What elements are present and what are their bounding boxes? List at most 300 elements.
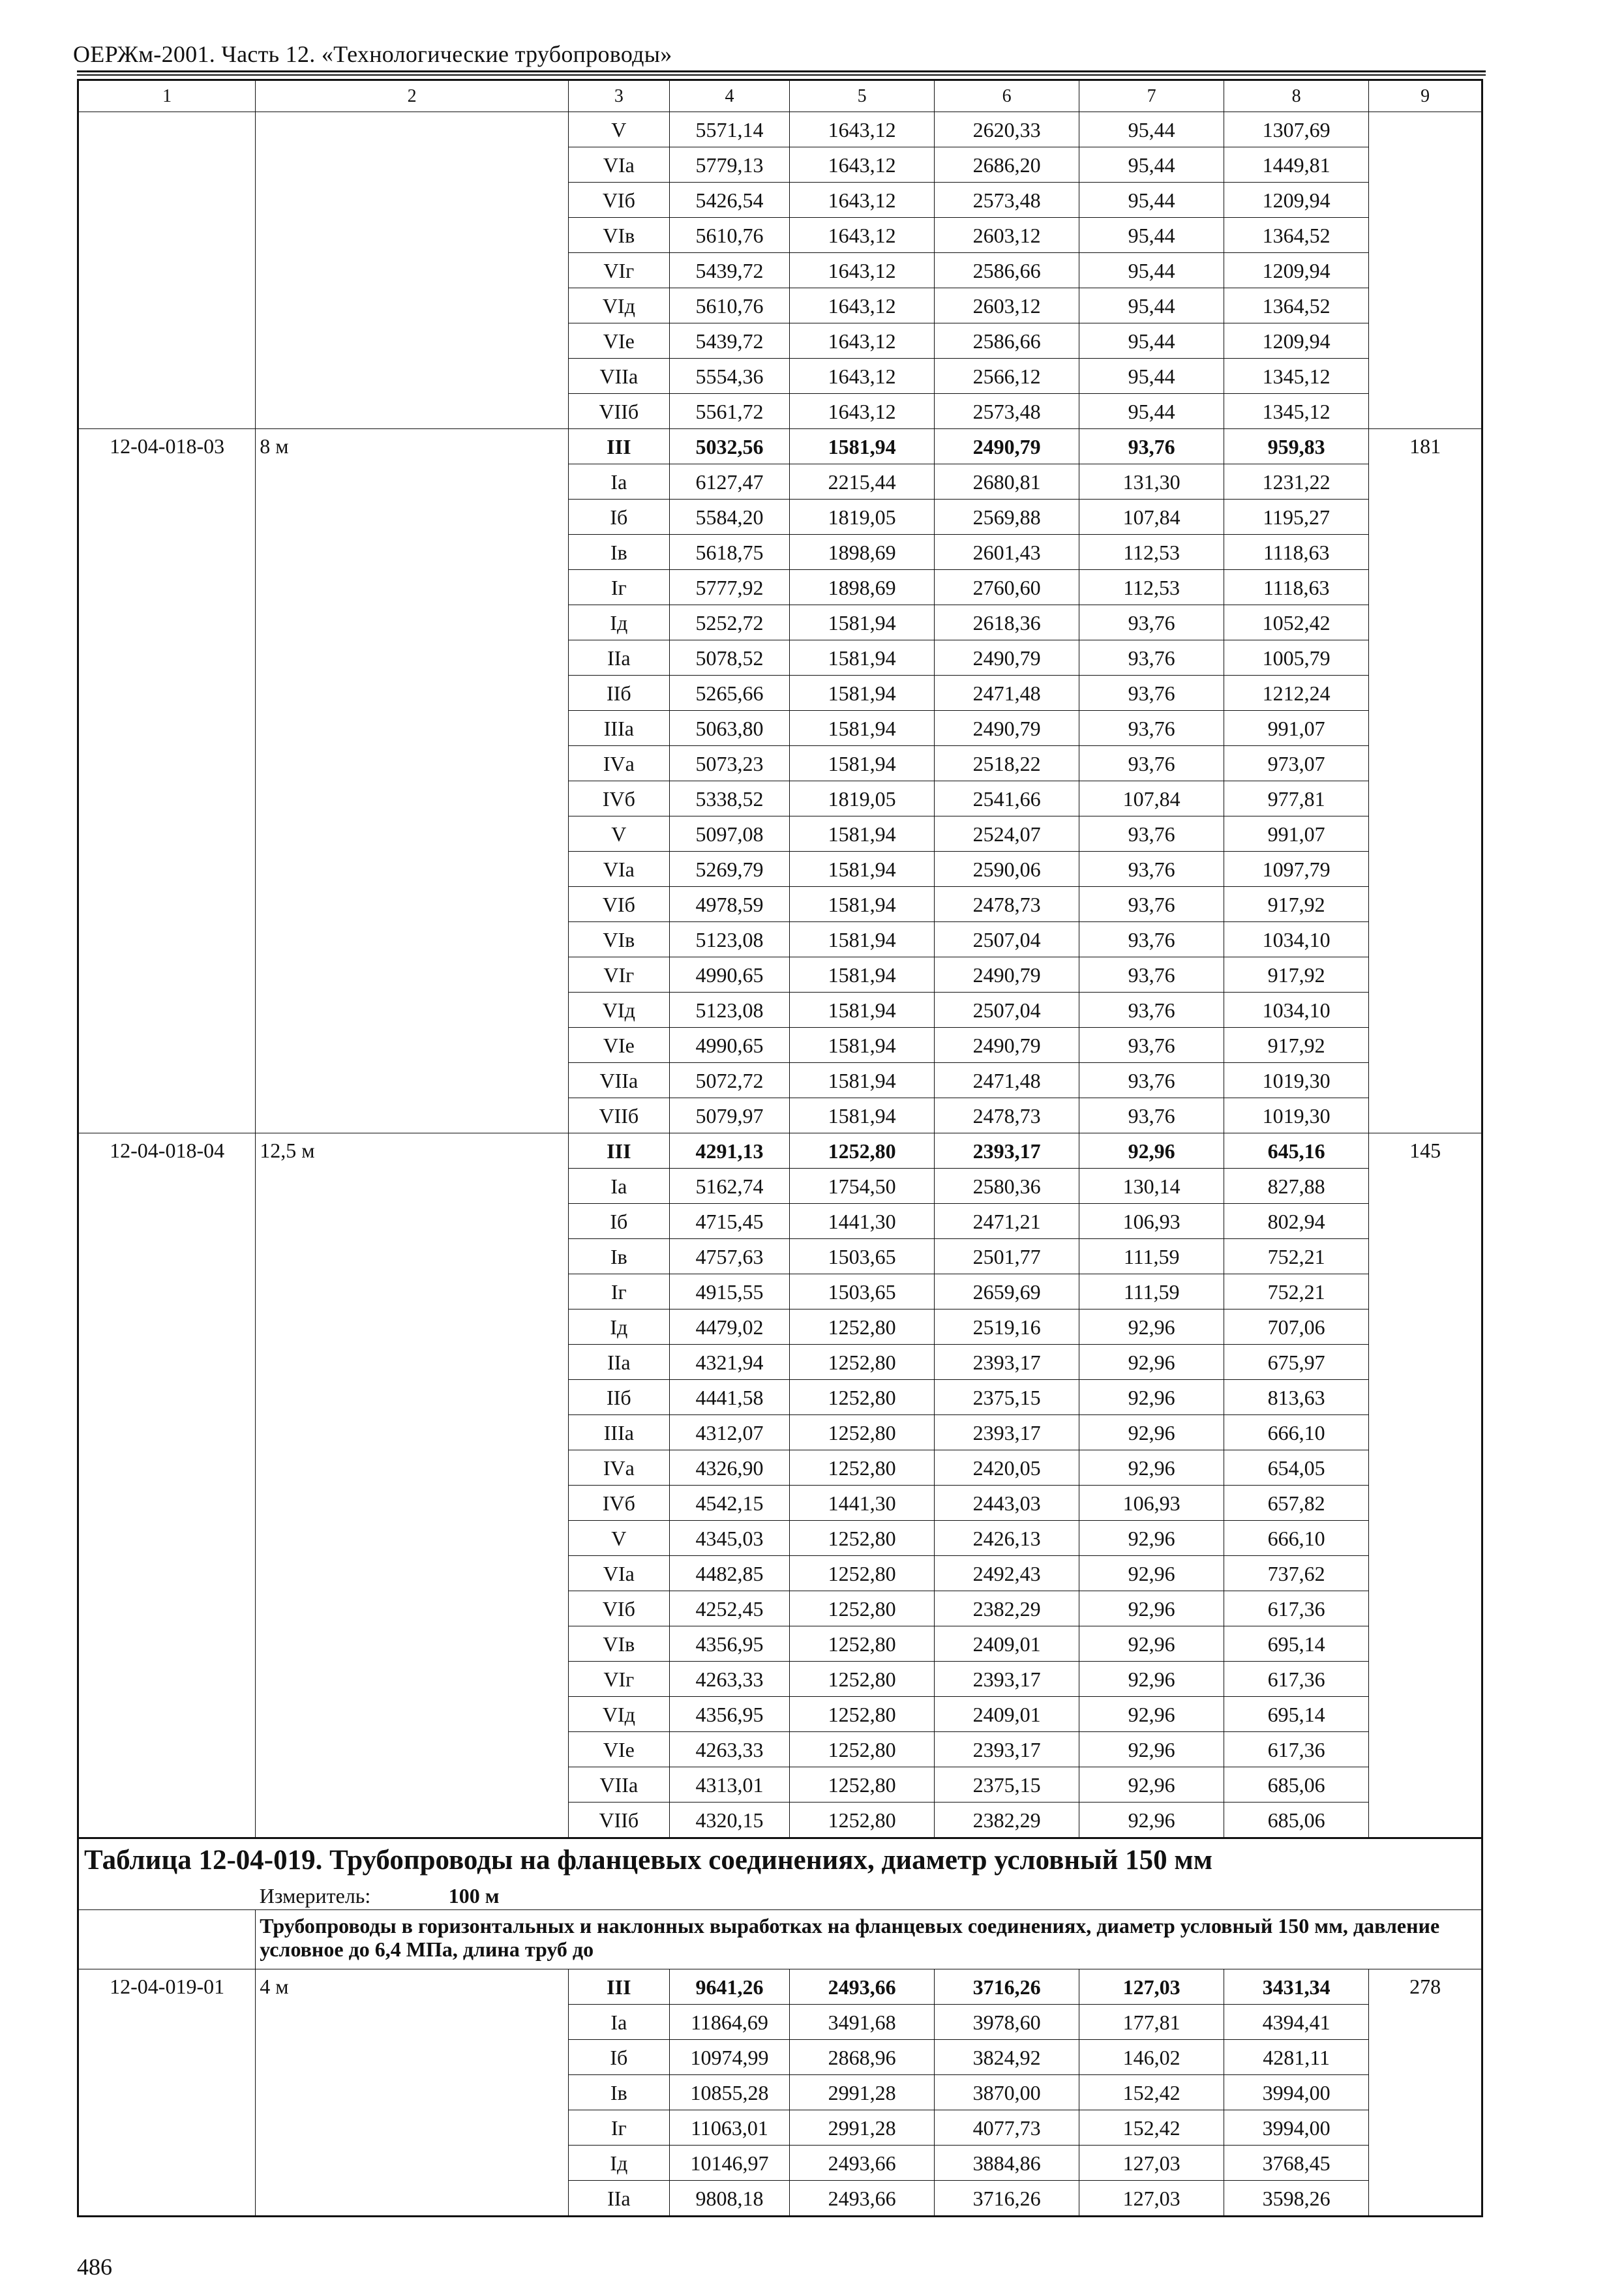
- value-cell: 111,59: [1079, 1274, 1224, 1309]
- value-cell: 1581,94: [790, 676, 935, 711]
- value-cell: 5777,92: [669, 570, 789, 605]
- value-cell: 1097,79: [1224, 852, 1369, 887]
- value-cell: 3824,92: [935, 2040, 1079, 2075]
- value-cell: 1581,94: [790, 957, 935, 993]
- value-cell: 1581,94: [790, 429, 935, 464]
- value-cell: 2490,79: [935, 429, 1079, 464]
- value-cell: 127,03: [1079, 2181, 1224, 2217]
- value-cell: 93,76: [1079, 993, 1224, 1028]
- total-cell: [1369, 112, 1482, 429]
- value-cell: 4394,41: [1224, 2005, 1369, 2040]
- value-cell: 3491,68: [790, 2005, 935, 2040]
- value-cell: 1643,12: [790, 288, 935, 323]
- column-number: 8: [1224, 80, 1369, 112]
- value-cell: 2569,88: [935, 500, 1079, 535]
- value-cell: 2471,48: [935, 1063, 1079, 1098]
- value-cell: 2601,43: [935, 535, 1079, 570]
- value-cell: 2760,60: [935, 570, 1079, 605]
- value-cell: 2680,81: [935, 464, 1079, 500]
- value-cell: 1052,42: [1224, 605, 1369, 640]
- value-cell: 92,96: [1079, 1415, 1224, 1450]
- zone-cell: IIб: [568, 676, 669, 711]
- value-cell: 4479,02: [669, 1309, 789, 1345]
- value-cell: 93,76: [1079, 1028, 1224, 1063]
- value-cell: 111,59: [1079, 1239, 1224, 1274]
- value-cell: 2580,36: [935, 1169, 1079, 1204]
- value-cell: 106,93: [1079, 1204, 1224, 1239]
- value-cell: 107,84: [1079, 781, 1224, 816]
- meter-spacer: [78, 1882, 256, 1910]
- value-cell: 3994,00: [1224, 2110, 1369, 2146]
- value-cell: 9641,26: [669, 1969, 789, 2005]
- value-cell: 92,96: [1079, 1133, 1224, 1169]
- zone-cell: VIб: [568, 1591, 669, 1626]
- value-cell: 1364,52: [1224, 288, 1369, 323]
- value-cell: 707,06: [1224, 1309, 1369, 1345]
- value-cell: 1581,94: [790, 816, 935, 852]
- value-cell: 152,42: [1079, 2075, 1224, 2110]
- value-cell: 2493,66: [790, 2146, 935, 2181]
- value-cell: 1019,30: [1224, 1098, 1369, 1133]
- norms-table: [77, 79, 1483, 2217]
- value-cell: 106,93: [1079, 1486, 1224, 1521]
- value-cell: 1252,80: [790, 1380, 935, 1415]
- value-cell: 1643,12: [790, 112, 935, 147]
- value-cell: 4978,59: [669, 887, 789, 922]
- value-cell: 2420,05: [935, 1450, 1079, 1486]
- value-cell: 93,76: [1079, 816, 1224, 852]
- value-cell: 752,21: [1224, 1274, 1369, 1309]
- value-cell: 5426,54: [669, 183, 789, 218]
- value-cell: 95,44: [1079, 288, 1224, 323]
- value-cell: 666,10: [1224, 1521, 1369, 1556]
- zone-cell: VIв: [568, 1626, 669, 1662]
- value-cell: 92,96: [1079, 1626, 1224, 1662]
- value-cell: 10974,99: [669, 2040, 789, 2075]
- value-cell: 2426,13: [935, 1521, 1079, 1556]
- zone-cell: Iд: [568, 605, 669, 640]
- column-number: 2: [256, 80, 569, 112]
- zone-cell: VIIб: [568, 394, 669, 429]
- zone-cell: V: [568, 112, 669, 147]
- value-cell: 827,88: [1224, 1169, 1369, 1204]
- zone-cell: Iг: [568, 1274, 669, 1309]
- value-cell: 1195,27: [1224, 500, 1369, 535]
- value-cell: 657,82: [1224, 1486, 1369, 1521]
- value-cell: 2566,12: [935, 359, 1079, 394]
- zone-cell: IIIа: [568, 1415, 669, 1450]
- value-cell: 5618,75: [669, 535, 789, 570]
- value-cell: 617,36: [1224, 1662, 1369, 1697]
- value-cell: 5123,08: [669, 922, 789, 957]
- value-cell: 11063,01: [669, 2110, 789, 2146]
- value-cell: 127,03: [1079, 2146, 1224, 2181]
- zone-cell: Iб: [568, 1204, 669, 1239]
- value-cell: 1252,80: [790, 1662, 935, 1697]
- value-cell: 1643,12: [790, 253, 935, 288]
- code-cell: [78, 112, 256, 429]
- page-number: 486: [77, 2254, 112, 2280]
- zone-cell: IVб: [568, 781, 669, 816]
- zone-cell: VIв: [568, 218, 669, 253]
- value-cell: 152,42: [1079, 2110, 1224, 2146]
- value-cell: 1503,65: [790, 1239, 935, 1274]
- value-cell: 1212,24: [1224, 676, 1369, 711]
- value-cell: 5073,23: [669, 746, 789, 781]
- value-cell: 93,76: [1079, 711, 1224, 746]
- zone-cell: Iб: [568, 2040, 669, 2075]
- meter-label: Измеритель:: [259, 1884, 371, 1908]
- value-cell: 5269,79: [669, 852, 789, 887]
- value-cell: 3978,60: [935, 2005, 1079, 2040]
- value-cell: 5063,80: [669, 711, 789, 746]
- total-cell: 181: [1369, 429, 1482, 1133]
- value-cell: 5123,08: [669, 993, 789, 1028]
- value-cell: 4441,58: [669, 1380, 789, 1415]
- zone-cell: Iв: [568, 1239, 669, 1274]
- value-cell: 4326,90: [669, 1450, 789, 1486]
- meter-row: [78, 1882, 1482, 1910]
- table-row: [78, 112, 1482, 147]
- value-cell: 5338,52: [669, 781, 789, 816]
- value-cell: 95,44: [1079, 112, 1224, 147]
- value-cell: 737,62: [1224, 1556, 1369, 1591]
- value-cell: 2375,15: [935, 1767, 1079, 1803]
- value-cell: 2659,69: [935, 1274, 1079, 1309]
- value-cell: 1252,80: [790, 1309, 935, 1345]
- zone-cell: V: [568, 1521, 669, 1556]
- value-cell: 5561,72: [669, 394, 789, 429]
- value-cell: 695,14: [1224, 1626, 1369, 1662]
- zone-cell: IIа: [568, 2181, 669, 2217]
- zone-cell: IIа: [568, 640, 669, 676]
- zone-cell: VIг: [568, 957, 669, 993]
- value-cell: 1581,94: [790, 1098, 935, 1133]
- value-cell: 1252,80: [790, 1697, 935, 1732]
- value-cell: 3994,00: [1224, 2075, 1369, 2110]
- value-cell: 2375,15: [935, 1380, 1079, 1415]
- value-cell: 5571,14: [669, 112, 789, 147]
- value-cell: 2518,22: [935, 746, 1079, 781]
- value-cell: 2382,29: [935, 1591, 1079, 1626]
- zone-cell: Iв: [568, 2075, 669, 2110]
- description-row: [78, 1910, 1482, 1969]
- zone-cell: Iв: [568, 535, 669, 570]
- zone-cell: Iа: [568, 464, 669, 500]
- value-cell: 4077,73: [935, 2110, 1079, 2146]
- zone-cell: IIIа: [568, 711, 669, 746]
- value-cell: 4312,07: [669, 1415, 789, 1450]
- value-cell: 4320,15: [669, 1803, 789, 1838]
- value-cell: 4482,85: [669, 1556, 789, 1591]
- value-cell: 1252,80: [790, 1133, 935, 1169]
- zone-cell: IIб: [568, 1380, 669, 1415]
- value-cell: 2490,79: [935, 711, 1079, 746]
- value-cell: 1581,94: [790, 852, 935, 887]
- value-cell: 5162,74: [669, 1169, 789, 1204]
- value-cell: 2215,44: [790, 464, 935, 500]
- value-cell: 752,21: [1224, 1239, 1369, 1274]
- value-cell: 1252,80: [790, 1521, 935, 1556]
- value-cell: 4356,95: [669, 1697, 789, 1732]
- value-cell: 10855,28: [669, 2075, 789, 2110]
- value-cell: 1581,94: [790, 605, 935, 640]
- value-cell: 1441,30: [790, 1486, 935, 1521]
- value-cell: 977,81: [1224, 781, 1369, 816]
- value-cell: 1581,94: [790, 746, 935, 781]
- value-cell: 93,76: [1079, 605, 1224, 640]
- value-cell: 2409,01: [935, 1697, 1079, 1732]
- value-cell: 1581,94: [790, 1028, 935, 1063]
- table-title: Таблица 12-04-019. Трубопроводы на фланцевых соединениях, диаметр условный 150 мм: [78, 1838, 1482, 1883]
- value-cell: 95,44: [1079, 394, 1224, 429]
- value-cell: 4291,13: [669, 1133, 789, 1169]
- value-cell: 5078,52: [669, 640, 789, 676]
- zone-cell: IVа: [568, 1450, 669, 1486]
- zone-cell: VIб: [568, 183, 669, 218]
- zone-cell: IIа: [568, 1345, 669, 1380]
- value-cell: 2603,12: [935, 218, 1079, 253]
- value-cell: 2490,79: [935, 957, 1079, 993]
- zone-cell: VIб: [568, 887, 669, 922]
- value-cell: 1345,12: [1224, 394, 1369, 429]
- column-numbers-row: [78, 80, 1482, 112]
- value-cell: 2586,66: [935, 253, 1079, 288]
- zone-cell: V: [568, 816, 669, 852]
- zone-cell: Iб: [568, 500, 669, 535]
- value-cell: 991,07: [1224, 816, 1369, 852]
- value-cell: 1441,30: [790, 1204, 935, 1239]
- value-cell: 112,53: [1079, 535, 1224, 570]
- value-cell: 93,76: [1079, 676, 1224, 711]
- value-cell: 1252,80: [790, 1626, 935, 1662]
- value-cell: 92,96: [1079, 1732, 1224, 1767]
- value-cell: 802,94: [1224, 1204, 1369, 1239]
- value-cell: 695,14: [1224, 1697, 1369, 1732]
- value-cell: 92,96: [1079, 1380, 1224, 1415]
- zone-cell: VIе: [568, 1028, 669, 1063]
- value-cell: 3598,26: [1224, 2181, 1369, 2217]
- value-cell: 92,96: [1079, 1345, 1224, 1380]
- header-rule: [77, 70, 1486, 72]
- value-cell: 5265,66: [669, 676, 789, 711]
- column-number: 3: [568, 80, 669, 112]
- value-cell: 93,76: [1079, 1063, 1224, 1098]
- value-cell: 93,76: [1079, 429, 1224, 464]
- value-cell: 2618,36: [935, 605, 1079, 640]
- value-cell: 2393,17: [935, 1732, 1079, 1767]
- value-cell: 991,07: [1224, 711, 1369, 746]
- value-cell: 107,84: [1079, 500, 1224, 535]
- value-cell: 1209,94: [1224, 183, 1369, 218]
- value-cell: 1034,10: [1224, 993, 1369, 1028]
- value-cell: 2519,16: [935, 1309, 1079, 1345]
- zone-cell: III: [568, 429, 669, 464]
- value-cell: 1345,12: [1224, 359, 1369, 394]
- value-cell: 2573,48: [935, 394, 1079, 429]
- value-cell: 917,92: [1224, 887, 1369, 922]
- value-cell: 4345,03: [669, 1521, 789, 1556]
- value-cell: 93,76: [1079, 640, 1224, 676]
- value-cell: 1307,69: [1224, 112, 1369, 147]
- meter-value: 100 м: [448, 1884, 500, 1908]
- value-cell: 1898,69: [790, 535, 935, 570]
- table-title-row: [78, 1838, 1482, 1883]
- value-cell: 917,92: [1224, 1028, 1369, 1063]
- value-cell: 4281,11: [1224, 2040, 1369, 2075]
- zone-cell: VIIа: [568, 359, 669, 394]
- value-cell: 5439,72: [669, 323, 789, 359]
- meter-cell: [256, 1882, 1482, 1910]
- value-cell: 3431,34: [1224, 1969, 1369, 2005]
- zone-cell: III: [568, 1133, 669, 1169]
- parameter-cell: 8 м: [256, 429, 569, 1133]
- value-cell: 2409,01: [935, 1626, 1079, 1662]
- zone-cell: VIа: [568, 852, 669, 887]
- value-cell: 1231,22: [1224, 464, 1369, 500]
- value-cell: 5554,36: [669, 359, 789, 394]
- value-cell: 2573,48: [935, 183, 1079, 218]
- value-cell: 95,44: [1079, 183, 1224, 218]
- value-cell: 1252,80: [790, 1803, 935, 1838]
- value-cell: 2590,06: [935, 852, 1079, 887]
- total-cell: 278: [1369, 1969, 1482, 2217]
- parameter-cell: [256, 112, 569, 429]
- value-cell: 2603,12: [935, 288, 1079, 323]
- value-cell: 5252,72: [669, 605, 789, 640]
- value-cell: 95,44: [1079, 359, 1224, 394]
- value-cell: 2393,17: [935, 1133, 1079, 1169]
- value-cell: 2493,66: [790, 1969, 935, 2005]
- code-cell: 12-04-018-03: [78, 429, 256, 1133]
- value-cell: 5079,97: [669, 1098, 789, 1133]
- value-cell: 959,83: [1224, 429, 1369, 464]
- page-header: ОЕРЖм-2001. Часть 12. «Технологические трубопроводы»: [73, 41, 672, 67]
- zone-cell: VIг: [568, 1662, 669, 1697]
- zone-cell: VIа: [568, 1556, 669, 1591]
- value-cell: 2443,03: [935, 1486, 1079, 1521]
- value-cell: 4915,55: [669, 1274, 789, 1309]
- value-cell: 1252,80: [790, 1591, 935, 1626]
- value-cell: 92,96: [1079, 1591, 1224, 1626]
- value-cell: 95,44: [1079, 218, 1224, 253]
- value-cell: 6127,47: [669, 464, 789, 500]
- value-cell: 2490,79: [935, 640, 1079, 676]
- column-number: 7: [1079, 80, 1224, 112]
- value-cell: 1898,69: [790, 570, 935, 605]
- value-cell: 93,76: [1079, 957, 1224, 993]
- value-cell: 1118,63: [1224, 570, 1369, 605]
- zone-cell: Iа: [568, 1169, 669, 1204]
- value-cell: 2868,96: [790, 2040, 935, 2075]
- value-cell: 1209,94: [1224, 253, 1369, 288]
- zone-cell: Iа: [568, 2005, 669, 2040]
- zone-cell: Iг: [568, 2110, 669, 2146]
- zone-cell: VIIа: [568, 1063, 669, 1098]
- column-number: 6: [935, 80, 1079, 112]
- value-cell: 1019,30: [1224, 1063, 1369, 1098]
- value-cell: 4990,65: [669, 957, 789, 993]
- value-cell: 1503,65: [790, 1274, 935, 1309]
- value-cell: 2492,43: [935, 1556, 1079, 1591]
- value-cell: 2478,73: [935, 1098, 1079, 1133]
- value-cell: 1581,94: [790, 887, 935, 922]
- parameter-cell: 4 м: [256, 1969, 569, 2217]
- code-cell: 12-04-018-04: [78, 1133, 256, 1838]
- value-cell: 2686,20: [935, 147, 1079, 183]
- value-cell: 4542,15: [669, 1486, 789, 1521]
- value-cell: 1643,12: [790, 323, 935, 359]
- value-cell: 95,44: [1079, 147, 1224, 183]
- zone-cell: VIд: [568, 1697, 669, 1732]
- value-cell: 1209,94: [1224, 323, 1369, 359]
- zone-cell: VIв: [568, 922, 669, 957]
- value-cell: 1819,05: [790, 781, 935, 816]
- value-cell: 917,92: [1224, 957, 1369, 993]
- value-cell: 2393,17: [935, 1662, 1079, 1697]
- value-cell: 666,10: [1224, 1415, 1369, 1450]
- table-row: [78, 1133, 1482, 1169]
- value-cell: 2620,33: [935, 112, 1079, 147]
- value-cell: 2541,66: [935, 781, 1079, 816]
- value-cell: 92,96: [1079, 1662, 1224, 1697]
- zone-cell: VIд: [568, 993, 669, 1028]
- value-cell: 3884,86: [935, 2146, 1079, 2181]
- value-cell: 92,96: [1079, 1450, 1224, 1486]
- zone-cell: IVб: [568, 1486, 669, 1521]
- value-cell: 177,81: [1079, 2005, 1224, 2040]
- value-cell: 92,96: [1079, 1803, 1224, 1838]
- value-cell: 1643,12: [790, 147, 935, 183]
- value-cell: 4313,01: [669, 1767, 789, 1803]
- value-cell: 1005,79: [1224, 640, 1369, 676]
- table-row: [78, 429, 1482, 464]
- value-cell: 617,36: [1224, 1732, 1369, 1767]
- value-cell: 92,96: [1079, 1309, 1224, 1345]
- value-cell: 2507,04: [935, 993, 1079, 1028]
- value-cell: 654,05: [1224, 1450, 1369, 1486]
- value-cell: 92,96: [1079, 1767, 1224, 1803]
- code-cell: 12-04-019-01: [78, 1969, 256, 2217]
- value-cell: 1252,80: [790, 1767, 935, 1803]
- value-cell: 5584,20: [669, 500, 789, 535]
- value-cell: 5439,72: [669, 253, 789, 288]
- value-cell: 146,02: [1079, 2040, 1224, 2075]
- table-row: [78, 1969, 1482, 2005]
- value-cell: 1581,94: [790, 993, 935, 1028]
- value-cell: 127,03: [1079, 1969, 1224, 2005]
- column-number: 4: [669, 80, 789, 112]
- parameter-cell: 12,5 м: [256, 1133, 569, 1838]
- value-cell: 95,44: [1079, 253, 1224, 288]
- value-cell: 4715,45: [669, 1204, 789, 1239]
- value-cell: 1364,52: [1224, 218, 1369, 253]
- value-cell: 1581,94: [790, 711, 935, 746]
- zone-cell: VIIа: [568, 1767, 669, 1803]
- value-cell: 5610,76: [669, 218, 789, 253]
- description-spacer: [78, 1910, 256, 1969]
- value-cell: 1819,05: [790, 500, 935, 535]
- value-cell: 93,76: [1079, 887, 1224, 922]
- value-cell: 93,76: [1079, 922, 1224, 957]
- value-cell: 2586,66: [935, 323, 1079, 359]
- column-number: 5: [790, 80, 935, 112]
- value-cell: 93,76: [1079, 852, 1224, 887]
- value-cell: 1252,80: [790, 1450, 935, 1486]
- column-number: 9: [1369, 80, 1482, 112]
- total-cell: 145: [1369, 1133, 1482, 1838]
- value-cell: 93,76: [1079, 746, 1224, 781]
